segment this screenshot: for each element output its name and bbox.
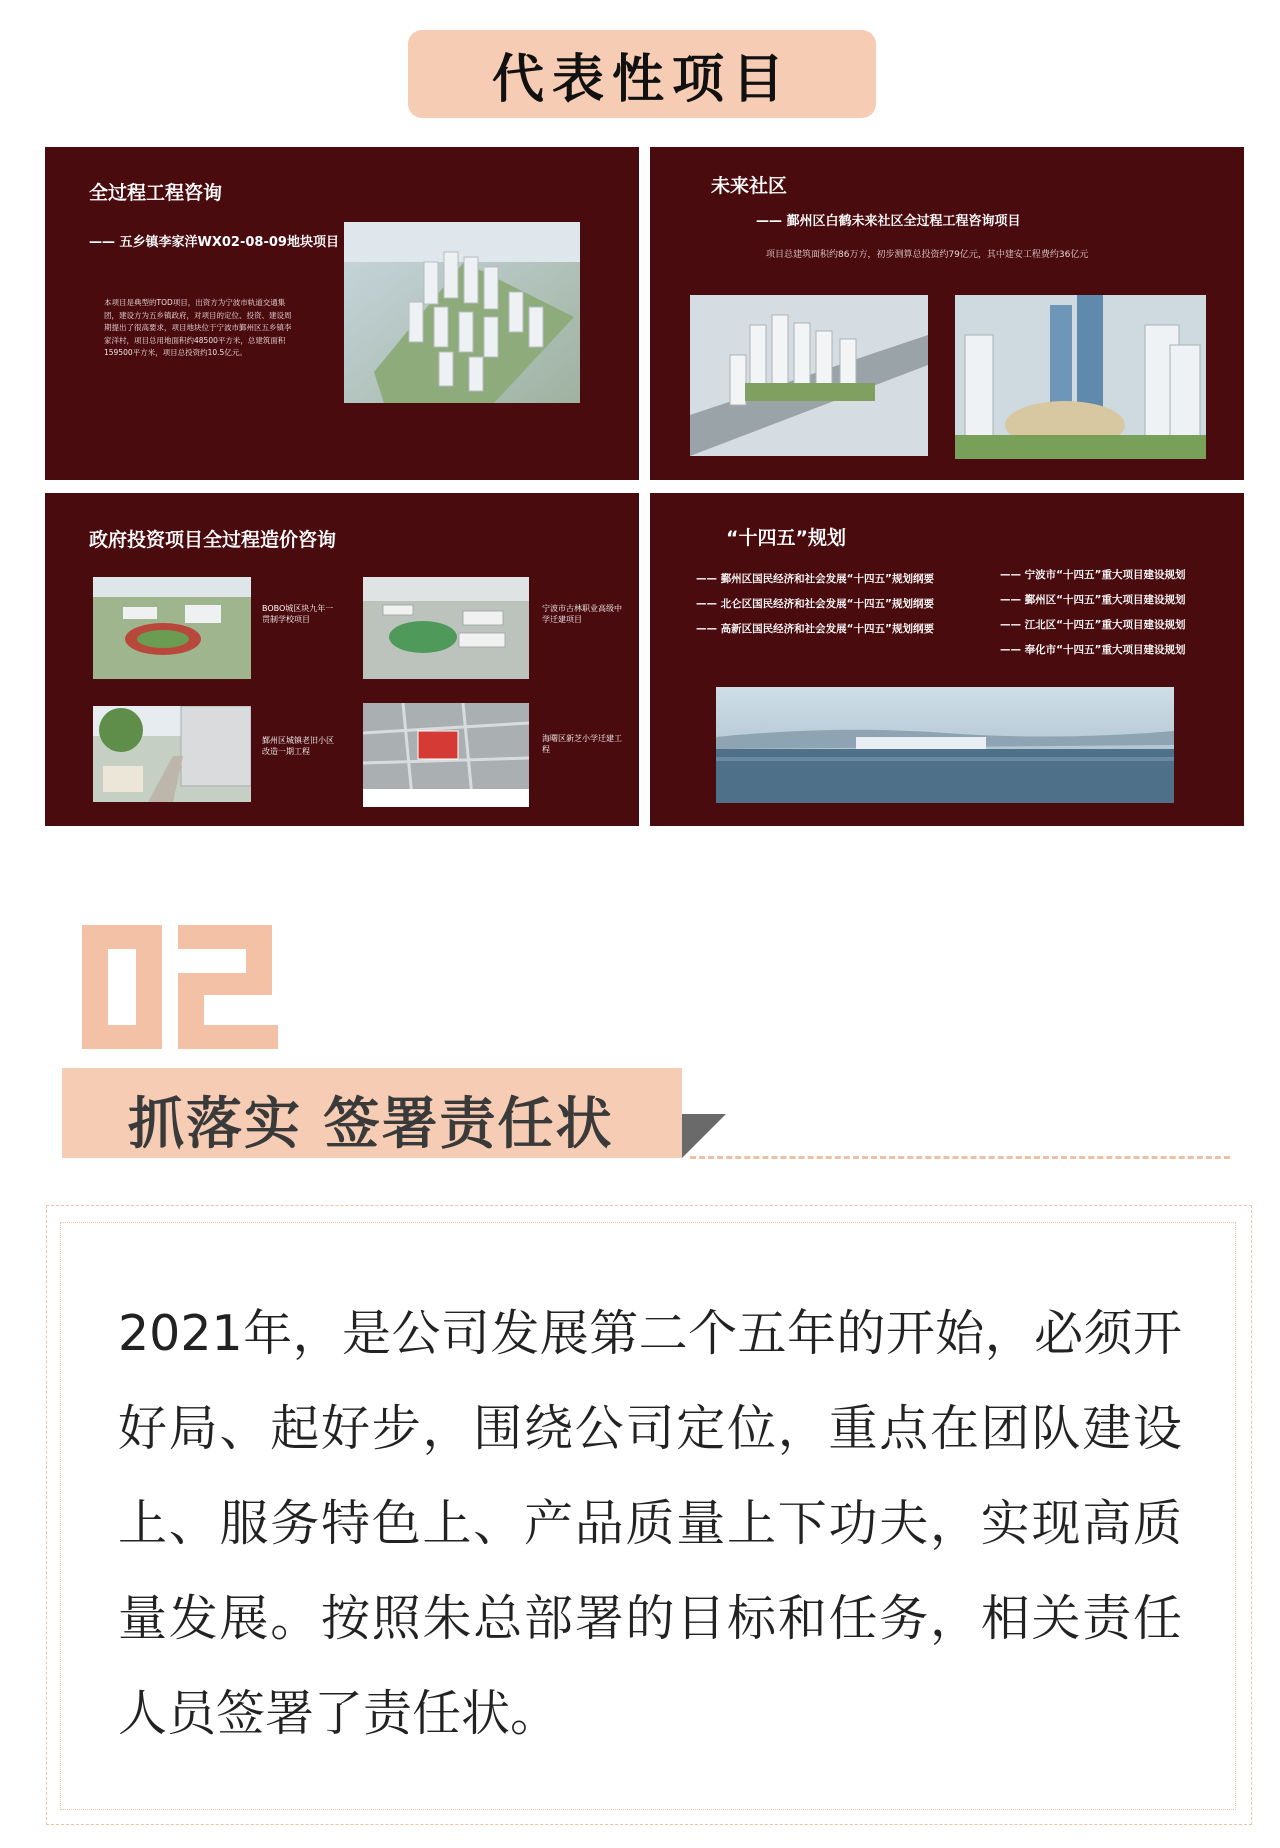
community-aerial-image xyxy=(690,295,928,456)
dashed-divider xyxy=(690,1156,1230,1159)
panel-whole-process-consulting xyxy=(45,147,639,480)
residential-aerial-image xyxy=(344,222,580,403)
site-plan-map-image xyxy=(363,703,529,807)
panel-title: 政府投资项目全过程造价咨询 xyxy=(89,529,337,551)
panel-14th-five-year-plan xyxy=(650,493,1244,826)
panel-gov-investment xyxy=(45,493,639,826)
plan-item: —— 鄞州区“十四五”重大项目建设规划 xyxy=(1000,594,1186,606)
project-description: 本项目是典型的TOD项目，出资方为宁波市轨道交通集团，建设方为五乡镇政府，对项目的定位、投资、建设周期提出了很高要求，项目地块位于宁波市鄞州区五乡镇李家洋村，项目总用地面积约48500平方米，总建筑面积159500平方米，项目总投资约10.5亿元。 xyxy=(104,298,292,357)
dark-triangle-icon xyxy=(682,1114,726,1158)
project-caption: BOBO城区块九年一贯制学校项目 xyxy=(262,604,334,624)
vocational-school-image xyxy=(363,577,529,679)
panel-future-community xyxy=(650,147,1244,480)
panel-title: 全过程工程咨询 xyxy=(89,182,223,204)
panel-title: “十四五”规划 xyxy=(726,527,846,549)
project-caption: 宁波市古林职业高级中学迁建项目 xyxy=(542,604,622,624)
body-paragraph: 2021年，是公司发展第二个五年的开始，必须开好局、起好步，围绕公司定位，重点在团队建设上、服务特色上、产品质量上下功夫，实现高质量发展。按照朱总部署的目标和任务，相关责任人员签署了责任状。 xyxy=(118,1305,1182,1742)
panel-subtitle: —— 鄞州区白鹤未来社区全过程工程咨询项目 xyxy=(756,214,1021,229)
community-tower-render-image xyxy=(955,295,1206,459)
section-heading: 抓落实 签署责任状 xyxy=(128,1092,614,1157)
plan-item: —— 北仑区国民经济和社会发展“十四五”规划纲要 xyxy=(696,598,934,610)
plan-item: —— 江北区“十四五”重大项目建设规划 xyxy=(1000,619,1186,631)
waterfront-panorama-image xyxy=(716,687,1174,803)
plan-item: —— 宁波市“十四五”重大项目建设规划 xyxy=(1000,569,1186,581)
school-project-image xyxy=(93,577,251,679)
project-note: 项目总建筑面积约86万方，初步测算总投资约79亿元，其中建安工程费约36亿元 xyxy=(766,250,1089,260)
old-community-renovation-image xyxy=(93,706,251,802)
panel-subtitle: —— 五乡镇李家洋WX02-08-09地块项目 xyxy=(89,235,339,250)
project-caption: 鄞州区城镇老旧小区改造一期工程 xyxy=(262,736,334,756)
section-number xyxy=(82,925,282,1049)
plan-item: —— 奉化市“十四五”重大项目建设规划 xyxy=(1000,644,1186,656)
page-title: 代表性项目 xyxy=(408,30,876,118)
plan-item: —— 高新区国民经济和社会发展“十四五”规划纲要 xyxy=(696,623,934,635)
plan-item: —— 鄞州区国民经济和社会发展“十四五”规划纲要 xyxy=(696,573,934,585)
panel-title: 未来社区 xyxy=(711,175,788,197)
project-caption: 海曙区新芝小学迁建工程 xyxy=(542,734,622,754)
